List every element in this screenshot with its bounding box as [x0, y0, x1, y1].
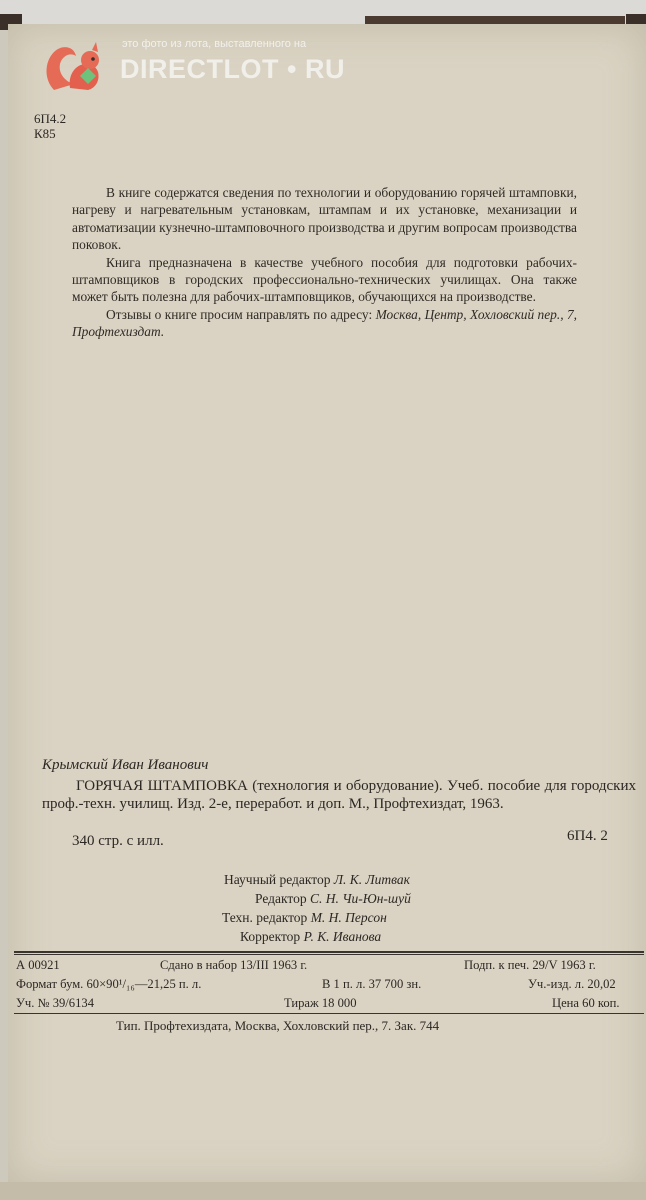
abstract-paragraph: В книге содержатся сведения по технологии и оборудованию горячей штамповки, нагреву и нагревательным установкам, штампам и их установке, механизации и автоматизации кузнечно-штамповочного производства и другим вопросам производства поковок.	[72, 185, 577, 253]
author-mark: К85	[34, 126, 56, 141]
staff-role: Редактор	[255, 891, 310, 906]
watermark-caption: это фото из лота, выставленного на	[122, 38, 307, 50]
citation-text: ГОРЯЧАЯ ШТАМПОВКА (технология и оборудование). Учеб. пособие для городских проф.-техн. училищ. Изд. 2-е, переработ. и доп. М., Профтехиздат, 1963.	[42, 778, 636, 812]
watermark	[40, 34, 366, 104]
staff-line	[200, 908, 500, 927]
background-bottom-band	[0, 1182, 646, 1200]
citation-pages: 340 стр. с илл.	[72, 833, 164, 849]
staff-name: Р. К. Иванова	[303, 929, 382, 944]
staff-line	[200, 870, 500, 889]
imprint-rule-bottom	[14, 1013, 644, 1014]
staff-role: Техн. редактор	[222, 910, 311, 925]
squirrel-logo-icon	[40, 36, 112, 98]
classification-code: 6П4.2	[34, 111, 67, 126]
imprint-block	[16, 958, 646, 1015]
staff-line	[200, 889, 500, 908]
imprint-cell: Уч. № 39/6134	[16, 996, 94, 1010]
imprint-cell: Цена 60 коп.	[552, 996, 620, 1010]
citation-author: Крымский Иван Иванович	[42, 757, 209, 773]
abstract	[72, 184, 577, 341]
watermark-brand: DIRECTLOT • RU	[120, 54, 345, 84]
imprint-row	[16, 958, 646, 977]
staff-role: Научный редактор	[224, 872, 334, 887]
printer-line: Тип. Профтехиздата, Москва, Хохловский пер., 7. Зак. 744	[116, 1018, 440, 1033]
address-text: Москва, Центр, Хохловский пер., 7, Профтехиздат.	[72, 306, 577, 340]
imprint-cell: Сдано в набор 13/III 1963 г.	[160, 958, 308, 972]
imprint-cell: Подп. к печ. 29/V 1963 г.	[464, 958, 596, 972]
staff-role: Корректор	[240, 929, 304, 944]
imprint-cell: А 00921	[16, 958, 60, 972]
staff-name: С. Н. Чи-Юн-шуй	[309, 891, 411, 906]
imprint-cell: Тираж 18 000	[284, 996, 357, 1010]
staff-list	[200, 870, 500, 946]
staff-name: Л. К. Литвак	[333, 872, 410, 887]
abstract-paragraph: Книга предназначена в качестве учебного пособия для подготовки рабочих-штамповщиков в городских профессионально-технических училищах. Она также может быть полезна для рабочих-штамповщиков, обучающихся на производстве.	[72, 254, 577, 305]
imprint-rule-top	[14, 951, 644, 953]
abstract-address-paragraph	[72, 306, 577, 341]
imprint-cell: В 1 п. л. 37 700 зн.	[322, 977, 422, 991]
imprint-row	[16, 977, 646, 996]
citation-body	[42, 777, 636, 813]
address-lead: Отзывы о книге просим направлять по адресу:	[106, 306, 376, 322]
imprint-cell: Формат бум. 60×90¹/₁₆—21,25 п. л.	[16, 977, 202, 991]
imprint-cell: Уч.-изд. л. 20,02	[528, 977, 616, 991]
imprint-rule-top-thin	[14, 954, 644, 955]
staff-line	[200, 927, 500, 946]
staff-name: М. Н. Персон	[310, 910, 387, 925]
citation-code: 6П4. 2	[567, 828, 608, 844]
